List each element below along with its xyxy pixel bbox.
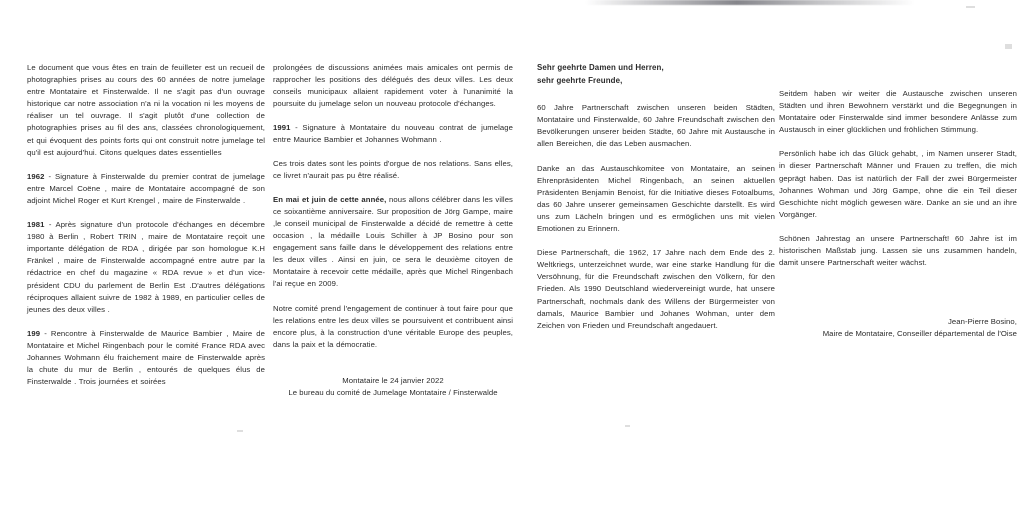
scan-artifact-speck <box>625 425 630 427</box>
paragraph <box>273 158 513 182</box>
paragraph-text: Persönlich habe ich das Glück gehabt, , im Namen unserer Stadt, in dieser Partnerschaft Männer und Frauen zu treffen, die mich geprägt haben. Das ist natürlich der Fall der zwei Bürgermeister Johannes Wohman und Jörg Gampe, ohne die ein Teil dieser Geschichte nicht möglich gewesen wäre. Danke an sie und an ihre Vorgänger. <box>779 149 1017 219</box>
signature-name: Jean-Pierre Bosino, <box>947 317 1017 326</box>
text-column-1 <box>27 62 265 388</box>
paragraph-text: Schönen Jahrestag an unsere Partnerschaft! 60 Jahre ist im historischen Maßstab jung. Lassen sie uns zusammen handeln, damit unsere Partnerschaft weiter wächst. <box>779 233 1017 268</box>
paragraph-text: Diese Partnerschaft, die 1962, 17 Jahre nach dem Ende des 2. Weltkriegs, unterzeichnet wurde, war eine starke Handlung für die Versöhnung, für die Freundschaft zwischen den Völkern, für den Frieden. Als 1990 Deutschland wiedervereinigt wurde, hat unsere Partnerschaft, nochmals dank des Willens der Bürgermeister von damals, Maurice Bambier und Johanes Wohman, unter dem Zeichen von Frieden und Freundschaft angedauert. <box>537 248 775 330</box>
paragraph-lead-year: 1981 <box>27 220 45 230</box>
salutation <box>537 62 775 87</box>
scan-artifact-speck <box>966 6 975 8</box>
paragraph-1981 <box>27 219 265 316</box>
scan-artifact-speck <box>1005 44 1012 49</box>
text-column-2 <box>273 62 513 351</box>
paragraph-lead-year: 199 <box>27 328 41 338</box>
paragraph-1962 <box>27 171 265 207</box>
scan-artifact-speck <box>237 430 243 432</box>
signature-block-german <box>779 316 1017 341</box>
paragraph-personal <box>779 148 1017 221</box>
paragraph <box>537 102 775 150</box>
paragraph-text: Ces trois dates sont les points d'orgue de nos relations. Sans elles, ce livret n'aurait pas pu être réalisé. <box>273 158 513 180</box>
paragraph-199 <box>27 328 265 388</box>
paragraph-lead-year: 1962 <box>27 171 45 181</box>
text-column-3 <box>537 62 775 332</box>
paragraph-text: Le document que vous êtes en train de feuilleter est un recueil de photographies prises au cours des 60 années de notre jumelage entre Montataire et Finsterwalde. Il ne s'agit pas d'un ouvrage historique car notre association n'a ni la vocation ni les moyens de réaliser un tel ouvrage. Il s'agit plutôt d'une collection de photographies prises au fil des ans, classées chronologiquement, et qui évoquent des points forts qui ont construit notre jumelage tel qu'il est aujourd'hui. Citons quelques dates essentielles <box>27 63 265 157</box>
paragraph <box>779 88 1017 136</box>
paragraph-history <box>537 247 775 332</box>
text-column-4 <box>779 62 1017 269</box>
paragraph-anniversary <box>779 233 1017 269</box>
paragraph <box>273 62 513 110</box>
paragraph-lead-year: 1991 <box>273 123 291 133</box>
paragraph-commitment <box>273 303 513 351</box>
signature-author: Le bureau du comité de Jumelage Montataire / Finsterwalde <box>288 388 498 398</box>
signature-role: Maire de Montataire, Conseiller départemental de l'Oise <box>822 329 1017 339</box>
column-top-spacer <box>779 62 1017 88</box>
paragraph-text: prolongées de discussions animées mais amicales ont permis de rapprocher les positions des délégués des deux villes. Les deux conseils municipaux allaient rapidement voter à l'unanimité la poursuite du jumelage selon un nouveau protocole d'échanges. <box>273 63 513 109</box>
paragraph-text: nous allons célébrer dans les villes ce soixantième anniversaire. Sur proposition de Jörg Gampe, maire ,le conseil municipal de Finsterwalde a décidé de remettre à cette occasion , la médaille Louis Schiller à JP Bosino pour son engagement sans faille dans le développement des relations entre les deux villes . Ainsi en juin, ce sera le deuxième citoyen de Montataire à recevoir cette médaille, après que Michel Ringenbach l'ai reçue en 2009. <box>273 194 513 289</box>
signature-block-french <box>273 375 513 400</box>
scan-artifact-smudge <box>585 0 915 5</box>
signature-place-date: Montataire le 24 janvier 2022 <box>342 376 444 385</box>
paragraph-text: Notre comité prend l'engagement de continuer à tout faire pour que les relations entre les deux villes se poursuivent et contribuent ainsi encore plus, à la construction d'une véritable Europe des peuples, dans la paix et la démocratie. <box>273 303 513 349</box>
salutation-line-1: Sehr geehrte Damen und Herren, <box>537 63 664 72</box>
paragraph-text: - Après signature d'un protocole d'échanges en décembre 1980 à Berlin , Robert TRIN , maire de Montataire reçoit une importante délégation de RDA , dirigée par son homologue K.H Fränkel , maire de Finsterwalde accompagné entre autre par la rédactrice en chef du magazine « RDA revue » et d'un vice-président CDU du parlement de Berlin Est .D'autres délégations réciproques allaient suivre de 1982 à 1989, en particulier celles de jeunes des deux villes . <box>27 220 265 314</box>
paragraph-text: - Rencontre à Finsterwalde de Maurice Bambier , Maire de Montataire et Michel Ringenbach pour le comité France RDA avec Johannes Wohmann élu fraichement maire de Finsterwalde après la chute du mur de Berlin , entourés de quelques élus de Finsterwalde . Trois journées et soirées <box>27 328 265 387</box>
paragraph-text: Seitdem haben wir weiter die Austausche zwischen unseren Städten und ihren Bewohnern verstärkt und die Begegnungen in Montataire oder Finsterwalde sind immer besondere Anlässe zum Austausch in einer glücklichen und fröhlichen Stimmung. <box>779 89 1017 135</box>
salutation-line-2: sehr geehrte Freunde, <box>537 75 623 85</box>
paragraph-1991 <box>273 122 513 146</box>
paragraph-text: Danke an das Austauschkomitee von Montataire, an seinen Ehrenpräsidenten Michel Ringenbach, an seinen aktuellen Präsidenten Benjamin Benoist, für die Initiative dieses Fotoalbums, das 60 Jahre unserer gemeinsamen Geschichte darstellt. Es wird uns zum Lächeln bringen und es ermöglichen uns mit vielen Emotionen zu Erinnern. <box>537 163 775 234</box>
paragraph-text: - Signature à Montataire du nouveau contrat de jumelage entre Maurice Bambier et Johannes Wohmann . <box>273 123 513 145</box>
paragraph-text: - Signature à Finsterwalde du premier contrat de jumelage entre Marcel Coëne , maire de Montataire accompagné de son adjoint Michel Roger et Kurt Krengel , maire de Finsterwalde . <box>27 171 265 205</box>
paragraph-text: 60 Jahre Partnerschaft zwischen unseren beiden Städten, Montataire und Finsterwalde, 60 Jahre Freundschaft zwischen den Bevölkerungen unserer beiden Städte, 60 Jahre mit Austausche in allen Bereichen, die das Leben ausmachen. <box>537 103 775 149</box>
paragraph-thanks <box>537 163 775 236</box>
paragraph-lead-phrase: En mai et juin de cette année, <box>273 194 387 204</box>
paragraph-celebration <box>273 194 513 291</box>
paragraph <box>27 62 265 159</box>
